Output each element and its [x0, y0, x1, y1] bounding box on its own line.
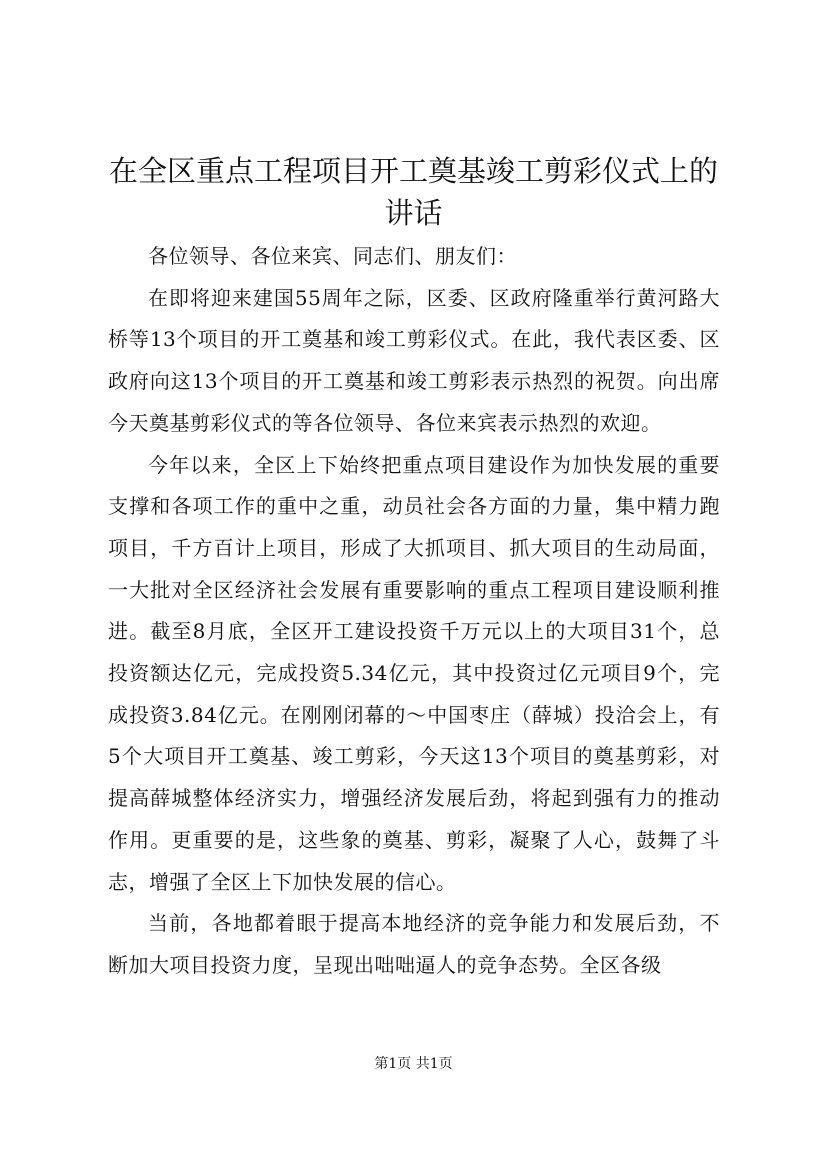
paragraph-3: 当前，各地都着眼于提高本地经济的竞争能力和发展后劲，不断加大项目投资力度，呈现出咄咄逼人的竞争态势。全区各级 — [108, 911, 720, 977]
document-title: 在全区重点工程项目开工奠基竣工剪彩仪式上的讲话 — [108, 154, 718, 230]
document-body — [108, 236, 720, 987]
paragraph-salutation: 各位领导、各位来宾、同志们、朋友们： — [148, 244, 517, 268]
page-number-footer: 第1页 共1页 — [374, 1056, 453, 1072]
paragraph-2: 今年以来，全区上下始终把重点项目建设作为加快发展的重要支撑和各项工作的重中之重，动员社会各方面的力量，集中精力跑项目，千方百计上项目，形成了大抓项目、抓大项目的生动局面，一大批对全区经济社会发展有重要影响的重点工程项目建设顺利推进。截至8月底，全区开工建设投资千万元以上的大项目31个，总投资额达亿元，完成投资5.34亿元，其中投资过亿元项目9个，完成投资3.84亿元。在刚刚闭幕的～中国枣庄（薛城）投洽会上，有5个大项目开工奠基、竣工剪彩，今天这13个项目的奠基剪彩，对提高薛城整体经济实力，增强经济发展后劲，将起到强有力的推动作用。更重要的是，这些象的奠基、剪彩，凝聚了人心，鼓舞了斗志，增强了全区上下加快发展的信心。 — [108, 452, 720, 894]
paragraph-1: 在即将迎来建国55周年之际，区委、区政府隆重举行黄河路大桥等13个项目的开工奠基和竣工剪彩仪式。在此，我代表区委、区政府向这13个项目的开工奠基和竣工剪彩表示热烈的祝贺。向出席今天奠基剪彩仪式的等各位领导、各位来宾表示热烈的欢迎。 — [108, 285, 720, 435]
